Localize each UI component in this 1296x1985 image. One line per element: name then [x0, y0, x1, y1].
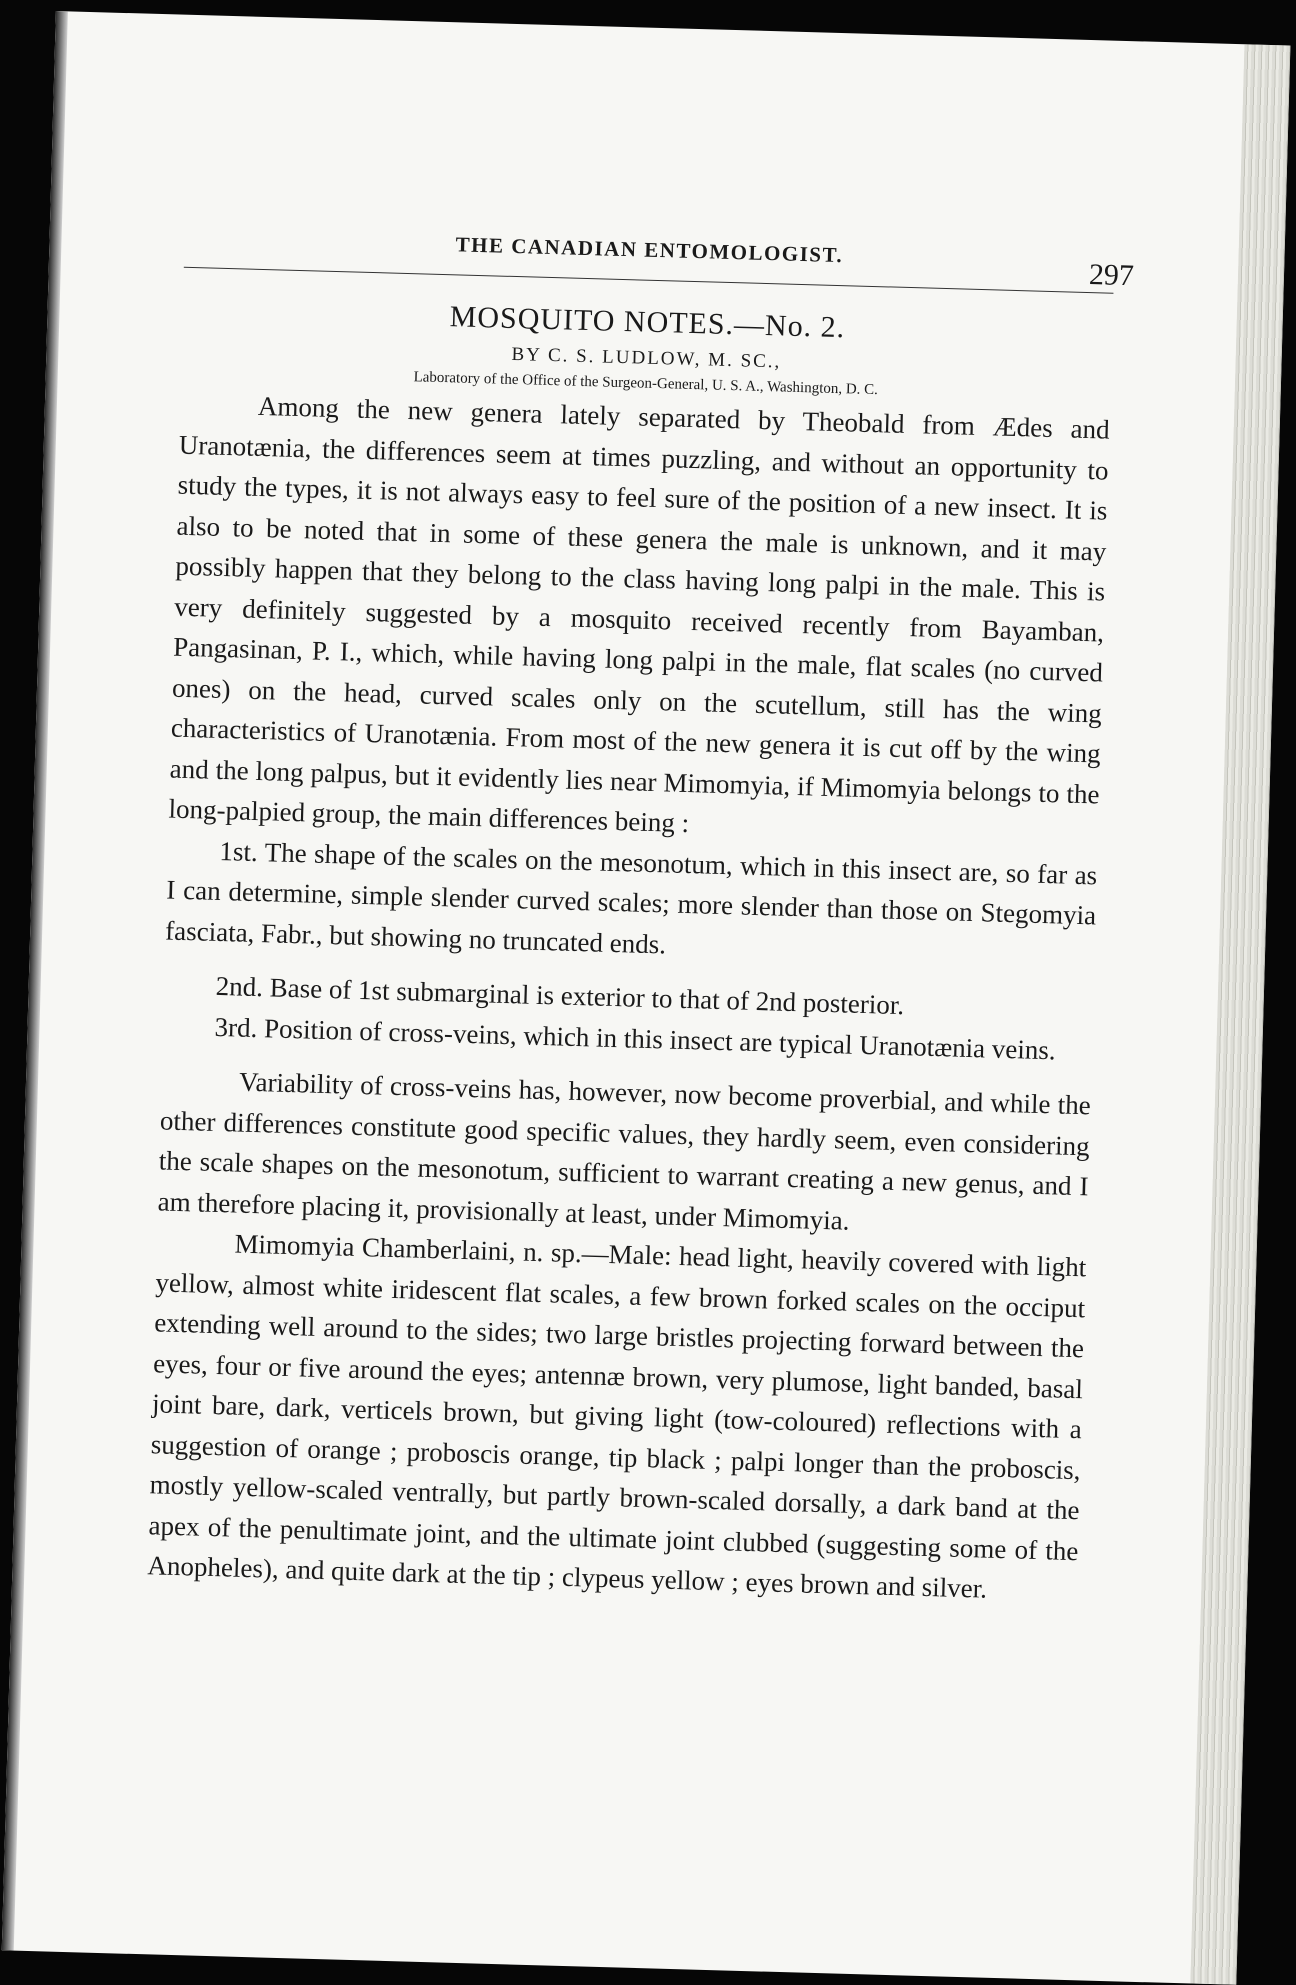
running-title: THE CANADIAN ENTOMOLOGIST.: [455, 232, 844, 268]
journal-page: [2, 11, 1291, 1985]
paragraph-point-3: 3rd. Position of cross-veins, which in this insect are typical Uranotænia veins.: [214, 1011, 1057, 1065]
article-body: [147, 384, 1110, 1612]
article-author: BY C. S. LUDLOW, M. SC.,: [511, 343, 782, 373]
paragraph-point-2: 2nd. Base of 1st submarginal is exterior to that of 2nd posterior.: [215, 970, 905, 1021]
article-title: MOSQUITO NOTES.—No. 2.: [449, 300, 846, 345]
paragraph-species-description: Mimomyia Chamberlaini, n. sp.—Male: head light, heavily covered with light yellow, almost white iridescent flat scales, a few brown forked scales on the occiput extending well around to the sides; two large bristles projecting forward between the eyes, four or five around the eyes; antennæ brown, very plumose, light banded, basal joint bare, dark, verticels brown, but giving light (tow-coloured) reflections with a suggestion of orange ; proboscis orange, tip black ; palpi longer than the proboscis, mostly yellow-scaled ventrally, but partly brown-scaled dorsally, a dark band at the apex of the penultimate joint, and the ultimate joint clubbed (suggesting some of the Anopheles), and quite dark at the tip ; clypeus yellow ; eyes brown and silver.: [147, 1228, 1087, 1604]
article-affiliation: Laboratory of the Office of the Surgeon-General, U. S. A., Washington, D. C.: [413, 369, 879, 399]
page-number: 297: [1088, 258, 1135, 293]
running-header: [184, 215, 1135, 301]
paragraph-point-1: 1st. The shape of the scales on the mesonotum, which in this insect are, so far as I can determine, simple slender curved scales; more slender than those on Stegomyia fasciata, Fabr., but showing no truncated ends.: [164, 835, 1098, 959]
paragraph-intro: Among the new genera lately separated by Theobald from Ædes and Uranotænia, the differences seem at times puzzling, and without an opportunity to study the types, it is not always easy to feel sure of the position of a new insect. It is also to be noted that in some of these genera the male is unknown, and it may possibly happen that they belong to the class having long palpi in the male. This is very definitely suggested by a mosquito received recently from Bayamban, Pangasinan, P. I., which, while having long palpi in the male, flat scales (no curved ones) on the head, curved scales only on the scutellum, still has the wing characteristics of Uranotænia. From most of the new genera it is cut off by the wing and the long palpus, but it evidently lies near Mimomyia, if Mimomyia belongs to the long-palpied group, the main differences being :: [168, 390, 1111, 839]
page-gutter-shadow: [2, 11, 68, 1951]
page-edge-texture: [1190, 44, 1290, 1985]
paragraph-variability: Variability of cross-veins has, however, now become proverbial, and while the other differences constitute good specific values, they hardly seem, even considering the scale shapes on the mesonotum, sufficient to warrant creating a new genus, and I am therefore placing it, provisionally at least, under Mimomyia.: [157, 1066, 1092, 1236]
page-content: [147, 215, 1135, 1612]
